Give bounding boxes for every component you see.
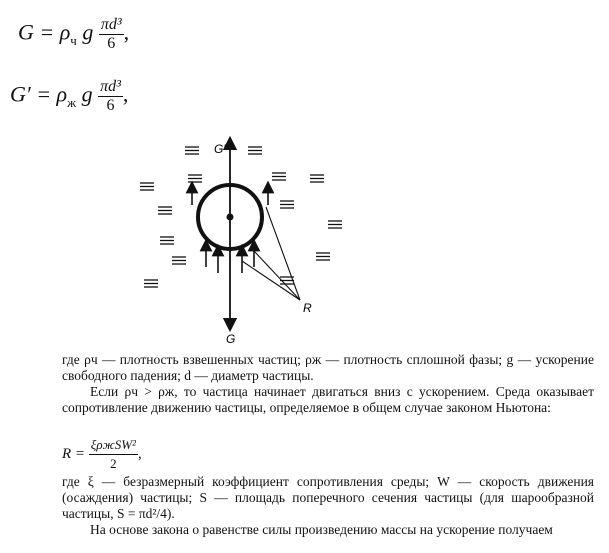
formula-G-fraction [99,16,124,53]
formula-Gp-lhs: G′ = ρ [10,81,68,107]
formula-R-lhs: R = [62,446,86,462]
formula-G [18,16,129,53]
formula-R [62,436,142,473]
formula-Gp-tail: , [122,81,129,107]
label-R: R [303,301,312,315]
formula-G-prime [10,78,128,115]
formula-R-tail: , [137,446,142,462]
formula-R-numerator: ξρжSW² [89,436,138,455]
paragraph-3-text: где ξ — безразмерный коэффициент сопротивления среды; W — скорость движения (осаждения) частицы; S — площадь поперечного сечения частицы (для шарообразной частицы, S = πd²/4). [62,474,594,522]
formula-G-denominator: 6 [107,35,116,52]
leader-lines-R [242,207,300,300]
formula-G-sub: ч [70,32,77,48]
paragraph-1 [62,352,594,384]
label-G-prime: G′ [214,142,226,156]
formula-Gp-denominator: 6 [106,97,115,114]
fluid-hatching [140,147,342,287]
formula-R-fraction [89,436,138,473]
paragraph-4-text: На основе закона о равенстве силы произведению массы на ускорение получаем [90,522,553,537]
formula-G-lhs: G = ρ [18,19,71,45]
formula-Gp-numerator: πd³ [100,78,121,95]
paragraph-2-text: Если ρч > ρж, то частица начинает двигаться вниз с ускорением. Среда оказывает сопротивление движению частицы, определяемое в общем случае законом Ньютона: [62,384,594,416]
formula-Gp-sub: ж [67,94,77,110]
paragraph-2 [62,384,594,416]
settling-particle-diagram [130,135,350,350]
label-G: G [226,332,236,346]
formula-Gp-fraction [98,78,123,115]
formula-G-numerator: πd³ [100,16,122,33]
formula-G-tail: , [123,19,130,45]
formula-R-denominator: 2 [110,456,117,471]
formula-Gp-g: g [81,81,93,107]
particle-center [227,214,234,221]
paragraph-1-text: где ρч — плотность взвешенных частиц; ρж — плотность сплошной фазы; g — ускорение свободного падения; d — диаметр частицы. [62,352,594,384]
formula-G-g: g [82,19,94,45]
paragraph-4 [62,522,594,538]
paragraph-3 [62,474,594,523]
